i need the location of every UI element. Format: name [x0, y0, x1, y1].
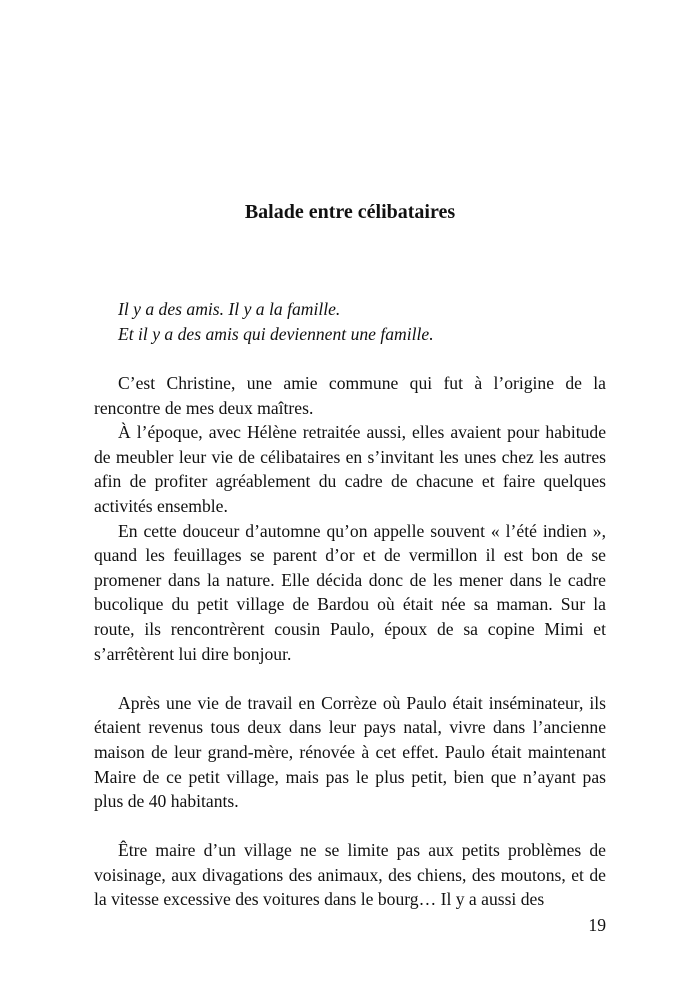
body-text [94, 371, 606, 912]
epigraph-line: Et il y a des amis qui deviennent une famille. [118, 323, 434, 344]
page-number: 19 [588, 915, 606, 935]
paragraph: En cette douceur d’automne qu’on appelle souvent « l’été indien », quand les feuillages se parent d’or et de vermillon il est bon de se promener dans la nature. Elle décida donc de les mener dans le cadre bucolique du petit village de Bardou où était née sa maman. Sur la route, ils rencontrèrent cousin Paulo, époux de sa copine Mimi et s’arrêtèrent lui dire bonjour. [94, 520, 606, 664]
epigraph [94, 297, 606, 346]
epigraph-line: Il y a des amis. Il y a la famille. [118, 299, 341, 319]
paragraph: C’est Christine, une amie commune qui fut à l’origine de la rencontre de mes deux maîtres. [94, 373, 606, 418]
paragraph: Être maire d’un village ne se limite pas aux petits problèmes de voisinage, aux divagations des animaux, des chiens, des moutons, et de la vitesse excessive des voitures dans le bourg… Il y a aussi des [94, 840, 606, 910]
paragraph: À l’époque, avec Hélène retraitée aussi, elles avaient pour habitude de meubler leur vie de célibataires en s’invitant les unes chez les autres afin de profiter agréablement du cadre de chacune et faire quelques activités ensemble. [94, 422, 606, 516]
chapter-title: Balade entre célibataires [244, 201, 456, 223]
paragraph: Après une vie de travail en Corrèze où Paulo était inséminateur, ils étaient revenus tous deux dans leur pays natal, vivre dans l’ancienne maison de leur grand-mère, rénovée à cet effet. Paulo était maintenant Maire de ce petit village, mais pas le plus petit, bien que n’ayant pas plus de 40 habitants. [94, 692, 606, 812]
